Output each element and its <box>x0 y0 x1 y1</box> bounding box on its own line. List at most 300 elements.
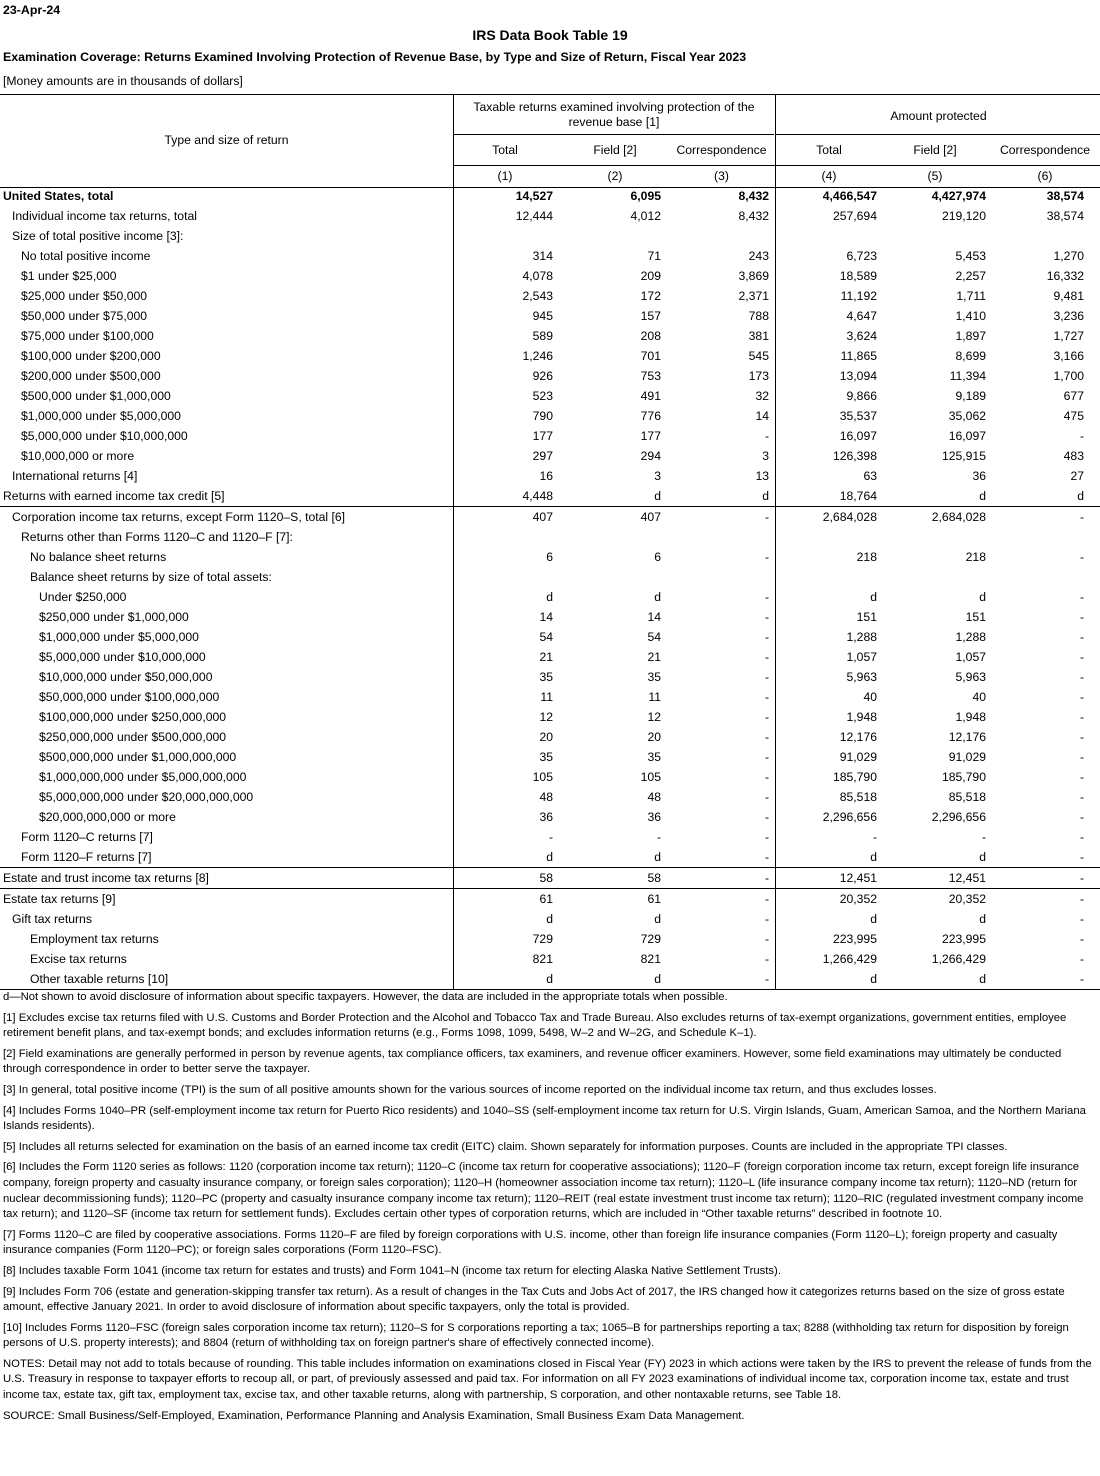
cell-col-5: 40 <box>972 690 986 704</box>
table-row <box>0 186 1100 206</box>
cell-col-4: 5,963 <box>846 670 877 684</box>
cell-col-4: 4,466,547 <box>822 189 877 203</box>
table-row <box>0 366 1100 386</box>
footnote: [7] Forms 1120–C are filed by cooperative associations. Forms 1120–F are filed by foreign corporations with U.S. income, other than foreign life insurance companies (Form 1120–L); foreign property and casualty insurance companies (Form 1120–PC); or foreign sales corporations (Form 1120–FSC). <box>3 1228 1058 1257</box>
cell-col-4: 91,029 <box>839 750 877 764</box>
row-label: Excise tax returns <box>30 952 127 966</box>
row-label: $500,000,000 under $1,000,000,000 <box>39 750 237 764</box>
cell-col-4: 4,647 <box>846 309 877 323</box>
cell-col-4: 2,296,656 <box>822 810 877 824</box>
table-row <box>0 587 1100 607</box>
row-label: $1 under $25,000 <box>21 269 117 283</box>
cell-col-2: 105 <box>640 770 661 784</box>
cell-col-1: 105 <box>532 770 553 784</box>
row-label: $100,000 under $200,000 <box>21 349 161 363</box>
cell-col-3: - <box>764 630 769 644</box>
table-row <box>0 266 1100 286</box>
cell-col-1: 926 <box>532 369 553 383</box>
table-row <box>0 527 1100 547</box>
row-label: $10,000,000 or more <box>21 449 135 463</box>
cell-col-2: d <box>654 972 661 986</box>
cell-col-4: d <box>870 590 877 604</box>
cell-col-2: 36 <box>647 810 661 824</box>
report-date: 23-Apr-24 <box>3 3 61 17</box>
cell-col-2: - <box>656 830 661 844</box>
cell-col-2: 21 <box>647 650 661 664</box>
cell-col-4: 151 <box>856 610 877 624</box>
cell-col-2: 753 <box>640 369 661 383</box>
cell-col-5: 20,352 <box>948 892 986 906</box>
cell-col-5: 185,790 <box>941 770 986 784</box>
table-row <box>0 326 1100 346</box>
cell-col-6: - <box>1079 630 1084 644</box>
cell-col-6: - <box>1079 830 1084 844</box>
footnotes <box>3 990 1095 1429</box>
row-label: $75,000 under $100,000 <box>21 329 154 343</box>
table-row <box>0 446 1100 466</box>
row-label: Under $250,000 <box>39 590 127 604</box>
cell-col-5: 5,453 <box>955 249 986 263</box>
cell-col-6: 38,574 <box>1046 209 1084 223</box>
type-column-header: Type and size of return <box>164 133 289 147</box>
col-header-correspondence-1: Correspondence <box>676 143 767 157</box>
footnote: [8] Includes taxable Form 1041 (income tax return for estates and trusts) and Form 1041–N (income tax return for electing Alaska Native Settlement Trusts). <box>3 1264 781 1277</box>
cell-col-6: - <box>1079 850 1084 864</box>
cell-col-1: 790 <box>532 409 553 423</box>
cell-col-4: 85,518 <box>839 790 877 804</box>
cell-col-5: d <box>979 850 986 864</box>
cell-col-3: 8,432 <box>738 209 769 223</box>
cell-col-4: 35,537 <box>839 409 877 423</box>
table-row <box>0 747 1100 767</box>
cell-col-5: 1,410 <box>955 309 986 323</box>
cell-col-3: - <box>764 892 769 906</box>
cell-col-1: - <box>548 830 553 844</box>
cell-col-6: 1,700 <box>1053 369 1084 383</box>
row-label: Estate and trust income tax returns [8] <box>3 871 209 885</box>
cell-col-2: 61 <box>647 892 661 906</box>
table-row <box>0 627 1100 647</box>
cell-col-1: 11 <box>540 690 553 704</box>
row-label: $25,000 under $50,000 <box>21 289 148 303</box>
cell-col-6: - <box>1079 892 1084 906</box>
cell-col-2: 6,095 <box>630 189 661 203</box>
cell-col-5: 85,518 <box>948 790 986 804</box>
cell-col-6: - <box>1079 952 1084 966</box>
cell-col-6: d <box>1077 489 1084 503</box>
cell-col-3: - <box>764 972 769 986</box>
col-header-total-2: Total <box>816 143 842 157</box>
row-label: $10,000,000 under $50,000,000 <box>39 670 213 684</box>
cell-col-2: 172 <box>640 289 661 303</box>
table-row <box>0 647 1100 667</box>
cell-col-1: 589 <box>532 329 553 343</box>
row-label: Form 1120–F returns [7] <box>21 850 152 864</box>
cell-col-3: - <box>764 650 769 664</box>
row-label: $50,000,000 under $100,000,000 <box>39 690 220 704</box>
row-label: United States, total <box>3 189 114 203</box>
col-number-2: (2) <box>607 169 623 183</box>
cell-col-3: - <box>764 730 769 744</box>
table-row <box>0 687 1100 707</box>
cell-col-2: 11 <box>648 690 661 704</box>
footnote: SOURCE: Small Business/Self-Employed, Examination, Performance Planning and Analysis Examination, Small Business Exam Data Management. <box>3 1409 745 1422</box>
cell-col-5: 9,189 <box>955 389 986 403</box>
cell-col-2: 157 <box>640 309 661 323</box>
cell-col-4: 20,352 <box>839 892 877 906</box>
cell-col-1: 297 <box>532 449 553 463</box>
row-label: Estate tax returns [9] <box>3 892 116 906</box>
table-row <box>0 867 1100 888</box>
footnote: [2] Field examinations are generally performed in person by revenue agents, tax compliance officers, tax examiners, and revenue officer examiners. However, some field examinations may ultimately be conducted through correspondence in order to better serve the taxpayer. <box>3 1047 1062 1076</box>
table-row <box>0 667 1100 687</box>
cell-col-5: 2,257 <box>955 269 986 283</box>
col-number-1: (1) <box>497 169 513 183</box>
cell-col-5: 1,288 <box>955 630 986 644</box>
cell-col-3: 381 <box>748 329 769 343</box>
cell-col-2: 209 <box>640 269 661 283</box>
cell-col-4: d <box>870 972 877 986</box>
cell-col-5: 8,699 <box>955 349 986 363</box>
cell-col-3: 32 <box>755 389 769 403</box>
cell-col-1: d <box>546 972 553 986</box>
cell-col-6: - <box>1079 790 1084 804</box>
cell-col-6: 3,166 <box>1053 349 1084 363</box>
cell-col-1: 177 <box>532 429 553 443</box>
cell-col-1: d <box>546 590 553 604</box>
cell-col-6: - <box>1079 429 1084 443</box>
cell-col-4: 6,723 <box>846 249 877 263</box>
cell-col-3: - <box>764 850 769 864</box>
table-row <box>0 426 1100 446</box>
cell-col-5: 16,097 <box>948 429 986 443</box>
cell-col-4: 18,589 <box>839 269 877 283</box>
cell-col-3: 2,371 <box>738 289 769 303</box>
cell-col-3: 3,869 <box>738 269 769 283</box>
cell-col-6: 483 <box>1063 449 1084 463</box>
cell-col-5: 12,451 <box>948 871 986 885</box>
table-row <box>0 466 1100 486</box>
cell-col-4: 257,694 <box>832 209 877 223</box>
group-header-amount-protected: Amount protected <box>890 109 987 123</box>
cell-col-4: 11,192 <box>840 289 877 303</box>
row-label: $500,000 under $1,000,000 <box>21 389 171 403</box>
cell-col-4: d <box>870 850 877 864</box>
cell-col-1: 48 <box>539 790 553 804</box>
row-label: Individual income tax returns, total <box>12 209 197 223</box>
cell-col-2: 821 <box>640 952 661 966</box>
cell-col-4: 218 <box>856 550 877 564</box>
cell-col-1: 729 <box>532 932 553 946</box>
cell-col-6: 475 <box>1063 409 1084 423</box>
table-row <box>0 306 1100 326</box>
cell-col-6: 27 <box>1070 469 1084 483</box>
cell-col-6: - <box>1079 690 1084 704</box>
cell-col-4: 1,057 <box>846 650 877 664</box>
row-label: $1,000,000 under $5,000,000 <box>39 630 199 644</box>
cell-col-4: 9,866 <box>846 389 877 403</box>
footnote: [4] Includes Forms 1040–PR (self-employment income tax return for Puerto Rico residents) and 1040–SS (self-employment income tax return for U.S. Virgin Islands, Guam, American Samoa, and the Northern Mariana Islands residents). <box>3 1104 1086 1133</box>
cell-col-1: 35 <box>539 750 553 764</box>
row-label: Employment tax returns <box>30 932 159 946</box>
col-number-4: (4) <box>821 169 837 183</box>
row-label: Corporation income tax returns, except Form 1120–S, total [6] <box>12 510 346 524</box>
cell-col-6: - <box>1079 550 1084 564</box>
cell-col-6: 9,481 <box>1053 289 1084 303</box>
money-units-note: [Money amounts are in thousands of dollars] <box>3 74 243 88</box>
row-label: $200,000 under $500,000 <box>21 369 161 383</box>
cell-col-5: 12,176 <box>948 730 986 744</box>
cell-col-1: 523 <box>532 389 553 403</box>
cell-col-2: 208 <box>640 329 661 343</box>
cell-col-1: 54 <box>539 630 553 644</box>
cell-col-1: 821 <box>532 952 553 966</box>
cell-col-2: 12 <box>647 710 661 724</box>
cell-col-1: 314 <box>532 249 553 263</box>
cell-col-3: - <box>764 690 769 704</box>
cell-col-3: - <box>764 871 769 885</box>
data-table-body <box>0 186 1100 990</box>
cell-col-1: 36 <box>539 810 553 824</box>
table-row <box>0 888 1100 909</box>
cell-col-2: 58 <box>647 871 661 885</box>
cell-col-1: 1,246 <box>522 349 553 363</box>
row-label: Returns with earned income tax credit [5] <box>3 489 225 503</box>
cell-col-2: d <box>654 850 661 864</box>
cell-col-3: 545 <box>748 349 769 363</box>
cell-col-5: 1,948 <box>955 710 986 724</box>
cell-col-4: 40 <box>863 690 877 704</box>
cell-col-4: 13,094 <box>839 369 877 383</box>
cell-col-3: - <box>764 830 769 844</box>
cell-col-2: 35 <box>647 670 661 684</box>
cell-col-1: 12,444 <box>515 209 553 223</box>
cell-col-3: - <box>764 710 769 724</box>
cell-col-1: 945 <box>532 309 553 323</box>
row-label: Size of total positive income [3]: <box>12 229 184 243</box>
cell-col-3: - <box>764 610 769 624</box>
cell-col-1: 407 <box>532 510 553 524</box>
footnote: [1] Excludes excise tax returns filed with U.S. Customs and Border Protection and the Alcohol and Tobacco Tax and Trade Bureau. Also excludes returns of tax-exempt organizations, government entities, employee retirement benefit plans, and tax-exempt bonds; and excludes information returns (e.g., Forms 1098, 1099, 5498, W–2 and W–2G, and Schedule K–1). <box>3 1011 1067 1040</box>
cell-col-2: 48 <box>647 790 661 804</box>
table-row <box>0 969 1100 989</box>
row-label: Gift tax returns <box>12 912 92 926</box>
cell-col-2: 14 <box>647 610 661 624</box>
cell-col-5: 1,897 <box>955 329 986 343</box>
row-label: $5,000,000 under $10,000,000 <box>39 650 206 664</box>
table-row <box>0 346 1100 366</box>
cell-col-4: 18,764 <box>839 489 877 503</box>
cell-col-5: 125,915 <box>941 449 986 463</box>
cell-col-2: d <box>654 590 661 604</box>
col-header-field-1: Field [2] <box>593 143 637 157</box>
cell-col-3: - <box>764 770 769 784</box>
col-header-field-2: Field [2] <box>913 143 957 157</box>
cell-col-5: d <box>979 590 986 604</box>
table-row <box>0 949 1100 969</box>
table-row <box>0 206 1100 226</box>
table-row <box>0 767 1100 787</box>
table-row <box>0 727 1100 747</box>
table-row <box>0 406 1100 426</box>
cell-col-3: 13 <box>755 469 769 483</box>
cell-col-1: 14 <box>539 610 553 624</box>
cell-col-4: 1,948 <box>846 710 877 724</box>
cell-col-1: 4,448 <box>522 489 553 503</box>
cell-col-3: 243 <box>748 249 769 263</box>
table-row <box>0 707 1100 727</box>
cell-col-5: 1,057 <box>955 650 986 664</box>
table-row <box>0 486 1100 506</box>
cell-col-3: 3 <box>762 449 769 463</box>
table-row <box>0 567 1100 587</box>
row-label: $250,000,000 under $500,000,000 <box>39 730 227 744</box>
row-label: $100,000,000 under $250,000,000 <box>39 710 227 724</box>
cell-col-4: 16,097 <box>839 429 877 443</box>
cell-col-1: 21 <box>539 650 553 664</box>
cell-col-3: 788 <box>748 309 769 323</box>
cell-col-4: 1,266,429 <box>822 952 877 966</box>
cell-col-4: 11,865 <box>840 349 877 363</box>
row-label: Other taxable returns [10] <box>30 972 169 986</box>
cell-col-2: 20 <box>647 730 661 744</box>
cell-col-6: - <box>1079 730 1084 744</box>
table-row <box>0 909 1100 929</box>
row-label: $5,000,000 under $10,000,000 <box>21 429 188 443</box>
cell-col-2: d <box>654 912 661 926</box>
page-subtitle: Examination Coverage: Returns Examined Involving Protection of Revenue Base, by Type and Size of Return, Fiscal Year 2023 <box>3 50 747 64</box>
cell-col-1: 14,527 <box>515 189 553 203</box>
row-label: $1,000,000 under $5,000,000 <box>21 409 181 423</box>
footnote: [10] Includes Forms 1120–FSC (foreign sales corporation income tax return); 1120–S for S corporations reporting a tax; 1065–B for partnerships reporting a tax; 8288 (withholding tax return for disposition by foreign persons of U.S. property interests); and 8804 (return of withholding tax on foreign partner's share of effectively connected income). <box>3 1321 1069 1350</box>
cell-col-4: - <box>872 830 877 844</box>
cell-col-3: - <box>764 590 769 604</box>
cell-col-6: - <box>1079 590 1084 604</box>
cell-col-1: 58 <box>539 871 553 885</box>
cell-col-6: 3,236 <box>1053 309 1084 323</box>
cell-col-1: 6 <box>546 550 553 564</box>
table-row <box>0 547 1100 567</box>
cell-col-6: - <box>1079 750 1084 764</box>
cell-col-5: 1,711 <box>956 289 986 303</box>
cell-col-3: 14 <box>755 409 769 423</box>
cell-col-6: 38,574 <box>1046 189 1084 203</box>
cell-col-2: 35 <box>647 750 661 764</box>
cell-col-4: 12,451 <box>839 871 877 885</box>
cell-col-6: 16,332 <box>1046 269 1084 283</box>
cell-col-2: 4,012 <box>630 209 661 223</box>
cell-col-6: - <box>1079 912 1084 926</box>
table-row <box>0 607 1100 627</box>
cell-col-5: d <box>979 489 986 503</box>
cell-col-5: 35,062 <box>948 409 986 423</box>
cell-col-2: 71 <box>647 249 661 263</box>
cell-col-5: 218 <box>965 550 986 564</box>
cell-col-2: 491 <box>640 389 661 403</box>
cell-col-6: - <box>1079 810 1084 824</box>
table-row <box>0 246 1100 266</box>
cell-col-5: 223,995 <box>941 932 986 946</box>
cell-col-1: 20 <box>539 730 553 744</box>
cell-col-1: 16 <box>539 469 553 483</box>
cell-col-1: 12 <box>539 710 553 724</box>
table-row <box>0 827 1100 847</box>
cell-col-2: 407 <box>640 510 661 524</box>
cell-col-2: 701 <box>640 349 661 363</box>
cell-col-5: 11,394 <box>949 369 986 383</box>
cell-col-5: 91,029 <box>948 750 986 764</box>
cell-col-4: 1,288 <box>846 630 877 644</box>
cell-col-3: - <box>764 810 769 824</box>
row-label: $20,000,000,000 or more <box>39 810 176 824</box>
cell-col-6: - <box>1079 670 1084 684</box>
col-header-total-1: Total <box>492 143 518 157</box>
cell-col-4: 12,176 <box>839 730 877 744</box>
cell-col-1: d <box>546 912 553 926</box>
cell-col-1: 35 <box>539 670 553 684</box>
row-label: Returns other than Forms 1120–C and 1120–F [7]: <box>21 530 293 544</box>
cell-col-2: d <box>654 489 661 503</box>
table-header <box>0 94 1100 188</box>
cell-col-6: - <box>1079 871 1084 885</box>
cell-col-6: 677 <box>1063 389 1084 403</box>
table-row <box>0 807 1100 827</box>
cell-col-3: - <box>764 932 769 946</box>
cell-col-5: 36 <box>972 469 986 483</box>
cell-col-3: - <box>764 912 769 926</box>
table-row <box>0 847 1100 867</box>
cell-col-2: 177 <box>640 429 661 443</box>
footnote: [5] Includes all returns selected for examination on the basis of an earned income tax credit (EITC) claim. Shown separately for information purposes. Counts are included in the appropriate TPI classes. <box>3 1140 1008 1153</box>
col-header-correspondence-2: Correspondence <box>999 143 1091 157</box>
cell-col-3: 8,432 <box>738 189 769 203</box>
group-header-examined: Taxable returns examined involving protection of the revenue base [1] <box>473 100 755 129</box>
footnote: [9] Includes Form 706 (estate and generation-skipping transfer tax return). As a result of changes in the Tax Cuts and Jobs Act of 2017, the IRS changed how it categorizes returns based on the size of gross estate amount, effective January 2021. In order to avoid disclosure of information about specific taxpayers, only the total is provided. <box>3 1285 1065 1314</box>
cell-col-2: 776 <box>640 409 661 423</box>
cell-col-3: - <box>764 750 769 764</box>
cell-col-2: 729 <box>640 932 661 946</box>
cell-col-3: - <box>764 510 769 524</box>
row-label: $50,000 under $75,000 <box>21 309 148 323</box>
cell-col-5: 1,266,429 <box>931 952 986 966</box>
cell-col-1: 4,078 <box>522 269 553 283</box>
cell-col-5: 2,684,028 <box>931 510 986 524</box>
cell-col-3: - <box>764 952 769 966</box>
cell-col-1: d <box>546 850 553 864</box>
cell-col-4: 2,684,028 <box>822 510 877 524</box>
cell-col-5: d <box>979 912 986 926</box>
row-label: $1,000,000,000 under $5,000,000,000 <box>39 770 247 784</box>
cell-col-4: 185,790 <box>832 770 877 784</box>
cell-col-2: 294 <box>640 449 661 463</box>
cell-col-3: - <box>764 670 769 684</box>
footnote: [3] In general, total positive income (TPI) is the sum of all positive amounts shown for the various sources of income reported on the individual income tax return, and thus excludes losses. <box>3 1083 937 1096</box>
table-row <box>0 226 1100 246</box>
row-label: $5,000,000,000 under $20,000,000,000 <box>39 790 254 804</box>
cell-col-2: 54 <box>647 630 661 644</box>
table-row <box>0 286 1100 306</box>
cell-col-4: d <box>870 912 877 926</box>
page-title: IRS Data Book Table 19 <box>472 27 628 43</box>
cell-col-6: - <box>1079 710 1084 724</box>
col-number-3: (3) <box>714 169 729 183</box>
col-number-6: (6) <box>1037 169 1053 183</box>
cell-col-5: 4,427,974 <box>931 189 986 203</box>
cell-col-1: 61 <box>539 892 553 906</box>
cell-col-6: - <box>1079 972 1084 986</box>
cell-col-3: - <box>764 429 769 443</box>
footnote: [6] Includes the Form 1120 series as follows: 1120 (corporation income tax return); 1120–C (income tax return for cooperative associations); 1120–F (foreign corporation income tax return, except foreign life insurance company, foreign property and casualty insurance company, or foreign sales corporation); 1120–H (homeowner association income tax return); 1120–L (life insurance company income tax return); 1120–ND (return for nuclear decommissioning funds); 1120–PC (property and casualty insurance company income tax return); 1120–REIT (real estate investment trust income tax return); 1120–RIC (regulated investment company income tax return); and 1120–SF (income tax return for settlement funds). Excludes certain other types of corporation returns, which are included in “Other taxable returns” described in footnote 10. <box>3 1161 1084 1221</box>
